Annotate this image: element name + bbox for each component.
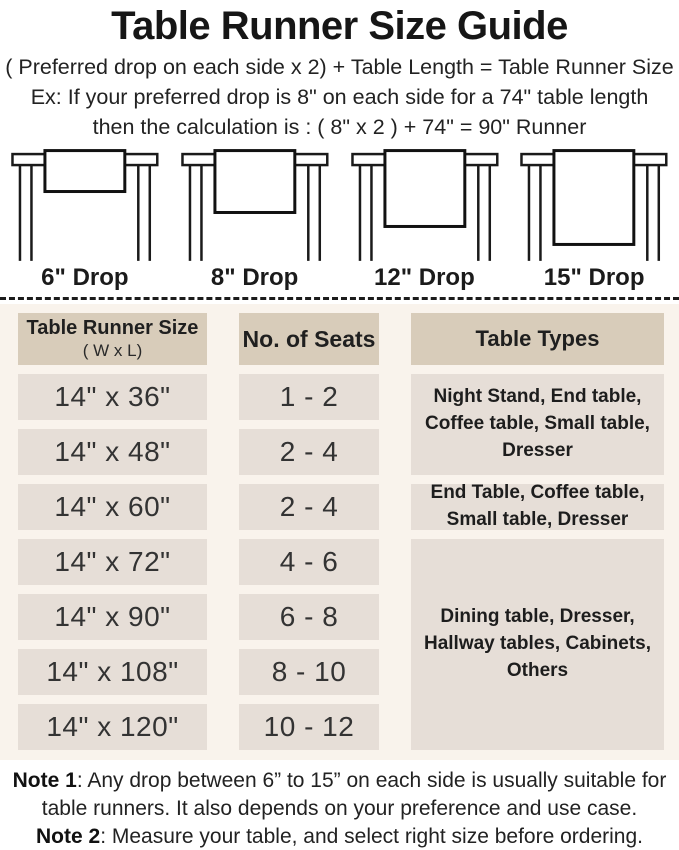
seats-cell [239,594,379,640]
drop-labels [0,264,679,292]
notes [0,767,679,850]
table-with-runner-icon [170,148,340,262]
seats-value: 1 - 2 [279,381,339,413]
table-types-text: Dining table, Dresser, Hallway tables, Cabinets, Others [423,606,652,682]
runner-size-cell [18,429,207,475]
header-cell-seats [239,313,379,365]
table-types-text: End Table, Coffee table, Small table, Dresser [430,482,645,531]
table-drop-illustration [0,148,170,262]
seats-cell [239,539,379,585]
header-cell-runner-size [18,313,207,365]
drop-label: 15" Drop [543,264,645,292]
table-types-text: Night Stand, End table, Coffee table, Small table, Dresser [425,386,650,462]
header-runner-size-label: Table Runner Size [26,317,199,340]
table-types-cell [411,484,664,530]
header-cell-table-types [411,313,664,365]
note-label: Note 2 [36,824,101,848]
runner-size-cell [18,649,207,695]
seats-cell [239,704,379,750]
seats-value: 2 - 4 [279,491,339,523]
runner-size-value: 14" x 72" [54,546,171,578]
drop-label: 12" Drop [374,264,475,292]
table-types-cell [411,374,664,475]
table-with-runner-icon [509,148,679,262]
seats-cell [239,374,379,420]
seats-value: 10 - 12 [263,711,355,743]
header-table-types-label: Table Types [475,326,600,352]
seats-value: 8 - 10 [271,656,347,688]
note: Note 2: Measure your table, and select right size before ordering. [36,824,643,848]
seats-value: 4 - 6 [279,546,339,578]
drop-label: 6" Drop [41,264,129,292]
example-line-1: Ex: If your preferred drop is 8" on each side for a 74" table length [30,85,649,110]
table-drop-illustration [509,148,679,262]
runner-size-cell [18,539,207,585]
table-types-cell [411,539,664,750]
formula-text: ( Preferred drop on each side x 2) + Table Length = Table Runner Size [5,55,674,80]
header-seats-label: No. of Seats [242,325,376,352]
runner-size-value: 14" x 48" [54,436,171,468]
header-runner-size-sub: ( W x L) [82,341,143,361]
table-drop-illustration [340,148,510,262]
seats-value: 6 - 8 [279,601,339,633]
runner-size-value: 14" x 36" [54,381,171,413]
seats-cell [239,649,379,695]
page-title: Table Runner Size Guide [111,4,568,48]
dashed-divider [0,297,679,300]
runner-size-cell [18,484,207,530]
runner-size-value: 14" x 120" [46,711,179,743]
table-drop-illustration [170,148,340,262]
runner-size-cell [18,704,207,750]
drop-label: 8" Drop [210,264,299,292]
table-with-runner-icon [0,148,170,262]
header [0,0,679,140]
seats-cell [239,429,379,475]
seats-value: 2 - 4 [279,436,339,468]
runner-size-cell [18,594,207,640]
example-line-2: then the calculation is : ( 8" x 2 ) + 74" = 90" Runner [92,115,587,140]
note-label: Note 1 [12,769,77,793]
table-with-runner-icon [340,148,510,262]
runner-size-cell [18,374,207,420]
seats-cell [239,484,379,530]
runner-size-value: 14" x 90" [54,601,171,633]
note: Note 1: Any drop between 6” to 15” on each side is usually suitable for table runners. It also depends on your preference and use case. [12,769,667,820]
drop-illustrations [0,148,679,262]
size-guide-table [0,304,679,760]
runner-size-value: 14" x 60" [54,491,171,523]
runner-size-value: 14" x 108" [46,656,179,688]
